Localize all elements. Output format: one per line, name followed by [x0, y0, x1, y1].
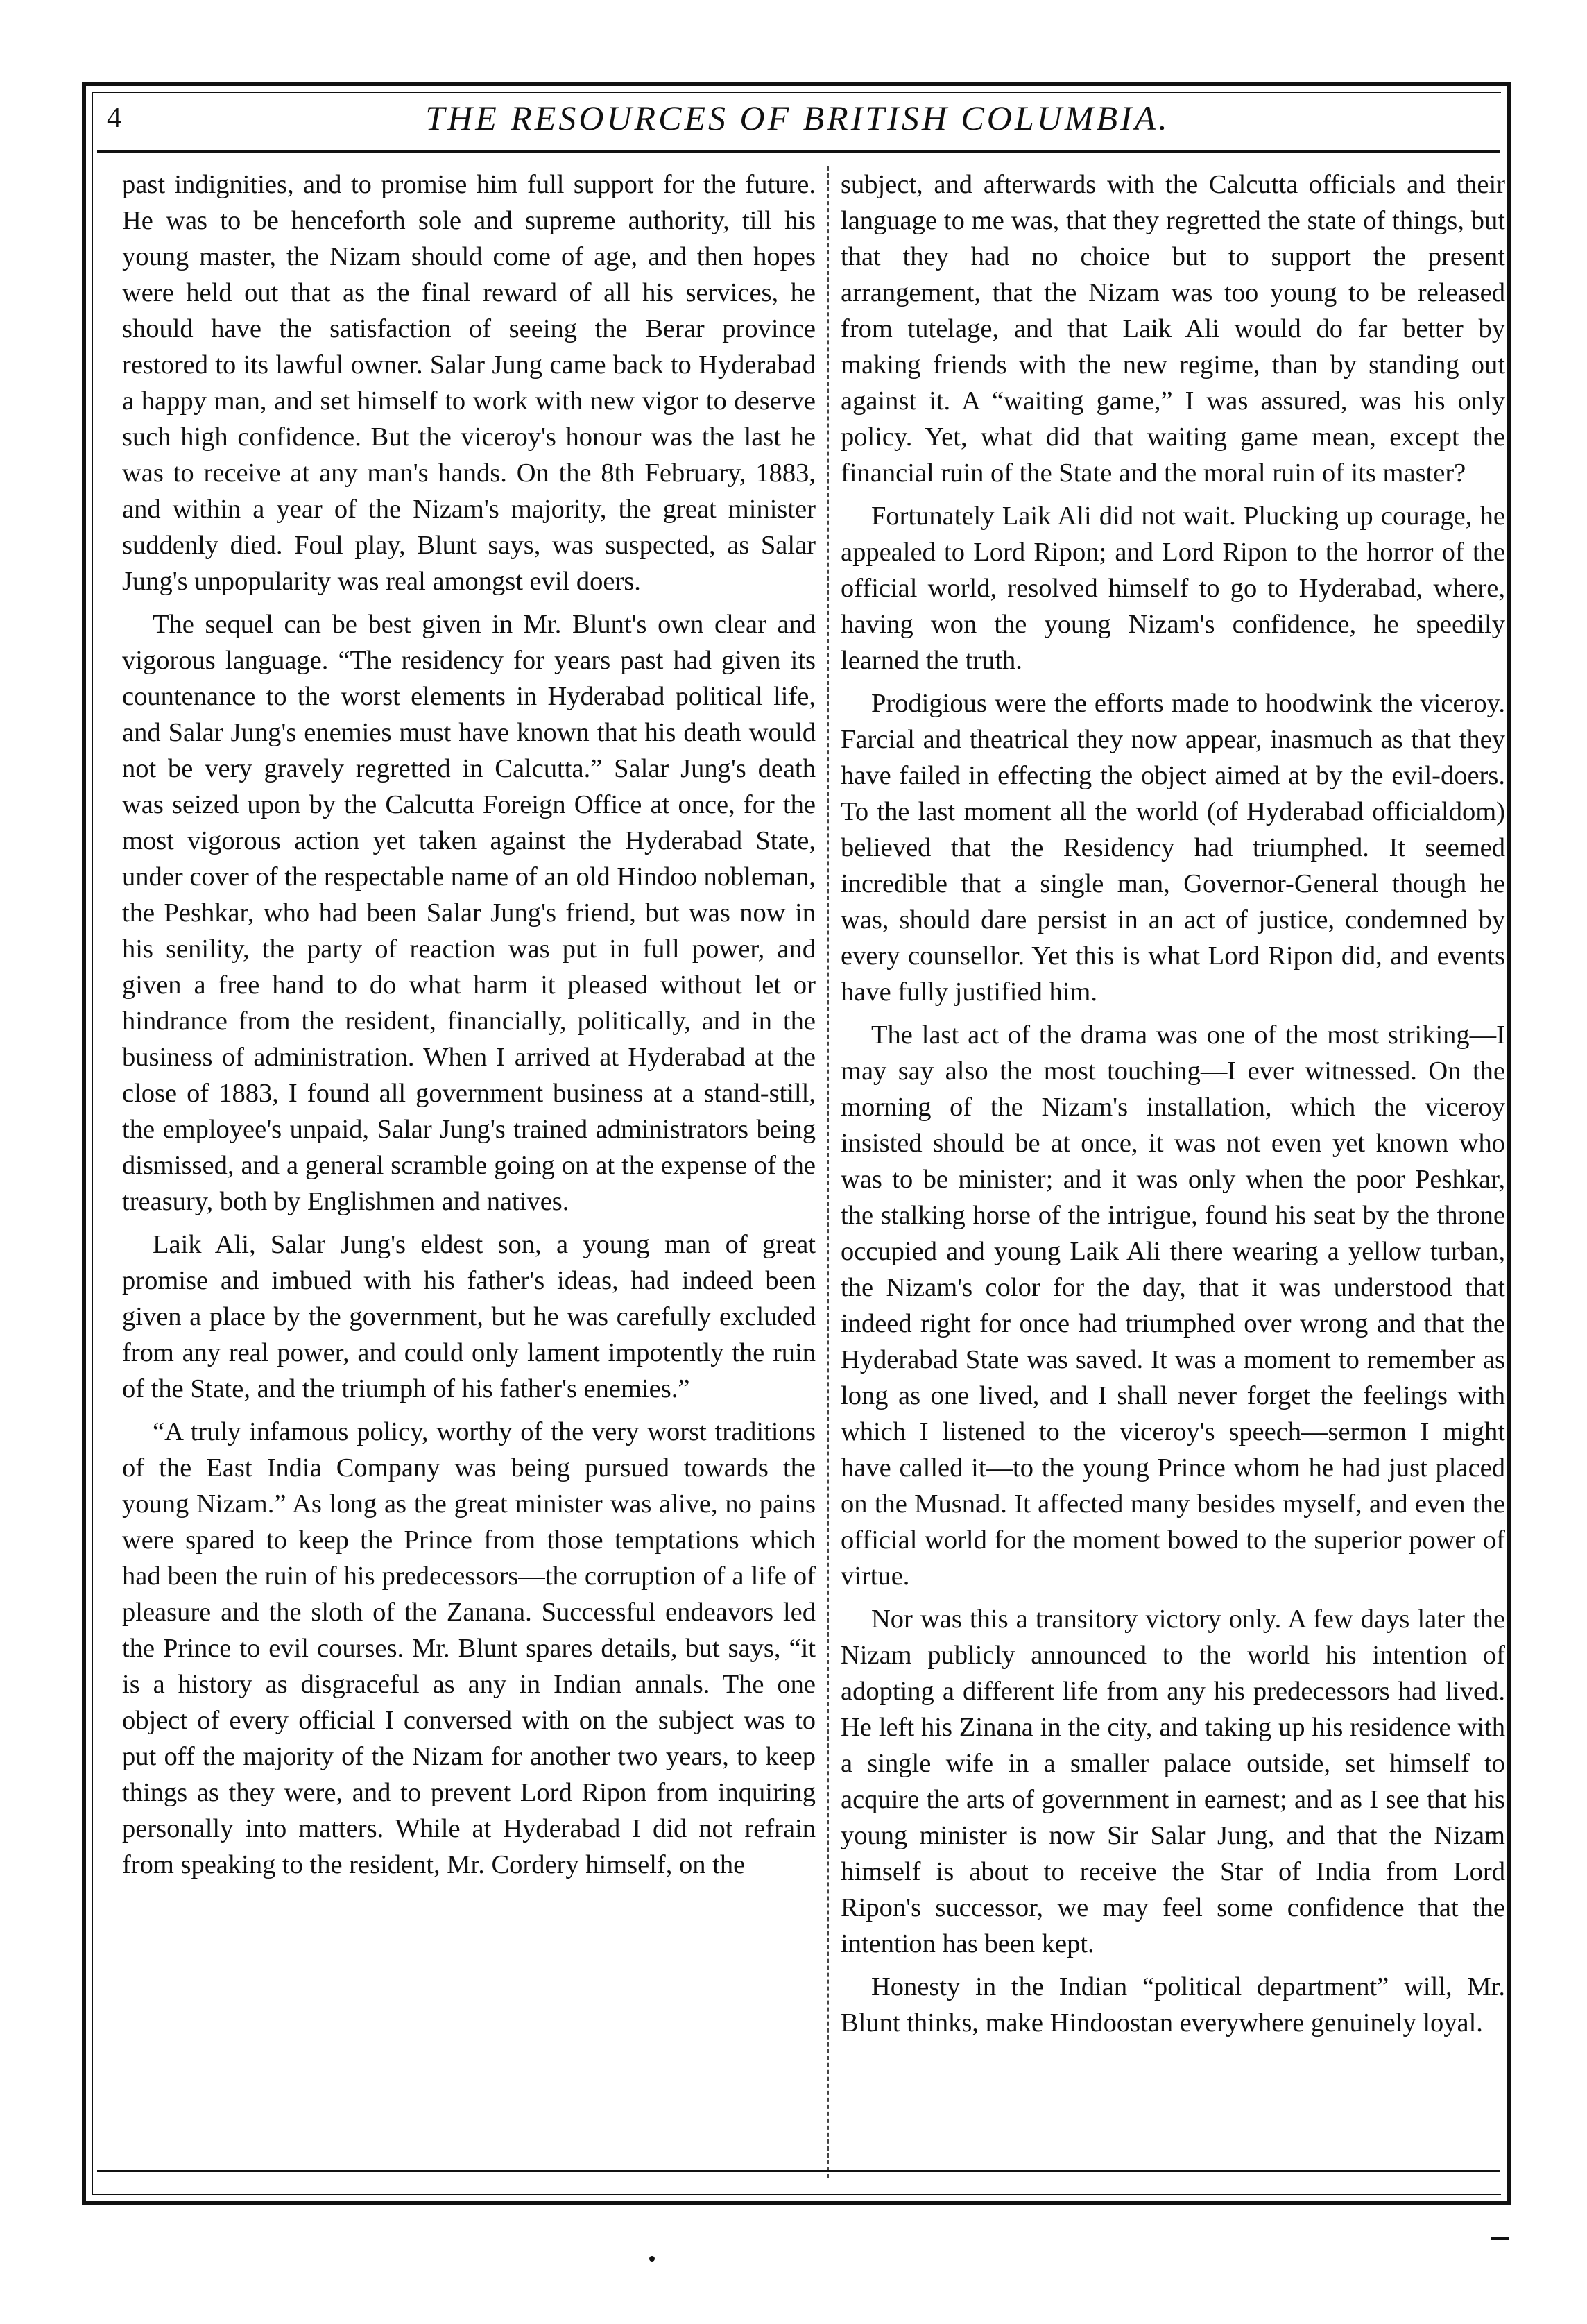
- paragraph: The last act of the drama was one of the most striking—I may say also the most touching—I ever witnessed. On the morning of the Nizam's installation, which the viceroy insisted should be at once, it was not even yet known who was to be minister; and it was only when the poor Peshkar, the stalking horse of the intrigue, found his seat by the throne occupied and young Laik Ali there wearing a yellow turban, the Nizam's color for the day, that it was understood that indeed right for once had triumphed over wrong and that the Hyderabad State was saved. It was a moment to remember as long as one lived, and I shall never forget the feelings with which I listened to the viceroy's speech—sermon I might have called it—to the young Prince whom he had just placed on the Musnad. It affected many besides myself, and even the official world for the moment bowed to the superior power of virtue.: [841, 1020, 1505, 1591]
- paragraph: Prodigious were the efforts made to hoodwink the viceroy. Farcial and theatrical they now appear, inasmuch as that they have failed in effecting the object aimed at by the evil-doers. To the last moment all the world (of Hyderabad officialdom) believed that the Residency had triumphed. It seemed incredible that a single man, Governor-General though he was, should dare persist in an act of justice, condemned by every counsellor. Yet this is what Lord Ripon did, and events have fully justified him.: [841, 689, 1505, 1007]
- column-divider: [827, 166, 829, 2178]
- page-header: [97, 97, 1498, 146]
- paragraph: Nor was this a transitory victory only. A few days later the Nizam publicly announced to the world his intention of adopting a different life from any his predecessors had lived. He left his Zinana in the city, and taking up his residence with a single wife in a smaller palace outside, set himself to acquire the arts of government in earnest; and as I see that his young minister is now Sir Salar Jung, and that the Nizam himself is about to receive the Star of India from Lord Ripon's successor, we may feel some confidence that the intention has been kept.: [841, 1605, 1505, 1958]
- left-column: [122, 166, 816, 2178]
- paragraph: subject, and afterwards with the Calcutta officials and their language to me was, that they regretted the state of things, but that they had no choice but to support the present arrangement, that the Nizam was too young to be released from tutelage, and that Laik Ali would do far better by making friends with the new regime, than by standing out against it. A “waiting game,” I was assured, was his only policy. Yet, what did that waiting game mean, except the financial ruin of the State and the moral ruin of its master?: [841, 170, 1505, 488]
- running-title: THE RESOURCES OF BRITISH COLUMBIA.: [425, 99, 1170, 137]
- paragraph: Laik Ali, Salar Jung's eldest son, a young man of great promise and imbued with his father's ideas, had indeed been given a place by the government, but he was carefully excluded from any real power, and could only lament impotently the ruin of the State, and the triumph of his father's enemies.”: [122, 1230, 816, 1403]
- footer-rule: [97, 2170, 1500, 2172]
- page-number: 4: [107, 102, 121, 134]
- header-rule: [97, 150, 1500, 153]
- right-column: [841, 166, 1505, 2178]
- paragraph: past indignities, and to promise him full support for the future. He was to be henceforth sole and supreme authority, till his young master, the Nizam should come of age, and then hopes were held out that as the final reward of all his services, he should have the satisfaction of seeing the Berar province restored to its lawful owner. Salar Jung came back to Hyderabad a happy man, and set himself to work with new vigor to deserve such high confidence. But the viceroy's honour was the last he was to receive at any man's hands. On the 8th February, 1883, and within a year of the Nizam's majority, the great minister suddenly died. Foul play, Blunt says, was suspected, as Salar Jung's unpopularity was real amongst evil doers.: [122, 170, 816, 596]
- paragraph: Fortunately Laik Ali did not wait. Plucking up courage, he appealed to Lord Ripon; and Lord Ripon to the horror of the official world, resolved himself to go to Hyderabad, where, having won the young Nizam's confidence, he speedily learned the truth.: [841, 502, 1505, 675]
- paragraph: Honesty in the Indian “political department” will, Mr. Blunt thinks, make Hindoostan everywhere genuinely loyal.: [841, 1972, 1505, 2037]
- edge-mark: [1491, 2237, 1509, 2240]
- paragraph: The sequel can be best given in Mr. Blunt's own clear and vigorous language. “The residency for years past had given its countenance to the worst elements in Hyderabad political life, and Salar Jung's enemies must have known that his death would not be very gravely regretted in Calcutta.” Salar Jung's death was seized upon by the Calcutta Foreign Office at once, for the most vigorous action yet taken against the Hyderabad State, under cover of the respectable name of an old Hindoo nobleman, the Peshkar, who had been Salar Jung's friend, but was now in his senility, the party of reaction was put in full power, and given a free hand to do what harm it pleased without let or hindrance from the resident, financially, politically, and in the business of administration. When I arrived at Hyderabad at the close of 1883, I found all government business at a stand-still, the employee's unpaid, Salar Jung's trained administrators being dismissed, and a general scramble going on at the expense of the treasury, both by Englishmen and natives.: [122, 610, 816, 1216]
- paragraph: “A truly infamous policy, worthy of the very worst traditions of the East India Company was being pursued towards the young Nizam.” As long as the great minister was alive, no pains were spared to keep the Prince from those temptations which had been the ruin of his predecessors—the corruption of a life of pleasure and the sloth of the Zanana. Successful endeavors led the Prince to evil courses. Mr. Blunt spares details, but says, “it is a history as disgraceful as any in Indian annals. The one object of every official I conversed with on the subject was to put off the majority of the Nizam for another two years, to keep things as they were, and to prevent Lord Ripon from inquiring personally into matters. While at Hyderabad I did not refrain from speaking to the resident, Mr. Cordery himself, on the: [122, 1417, 816, 1879]
- ink-dot: [649, 2256, 655, 2262]
